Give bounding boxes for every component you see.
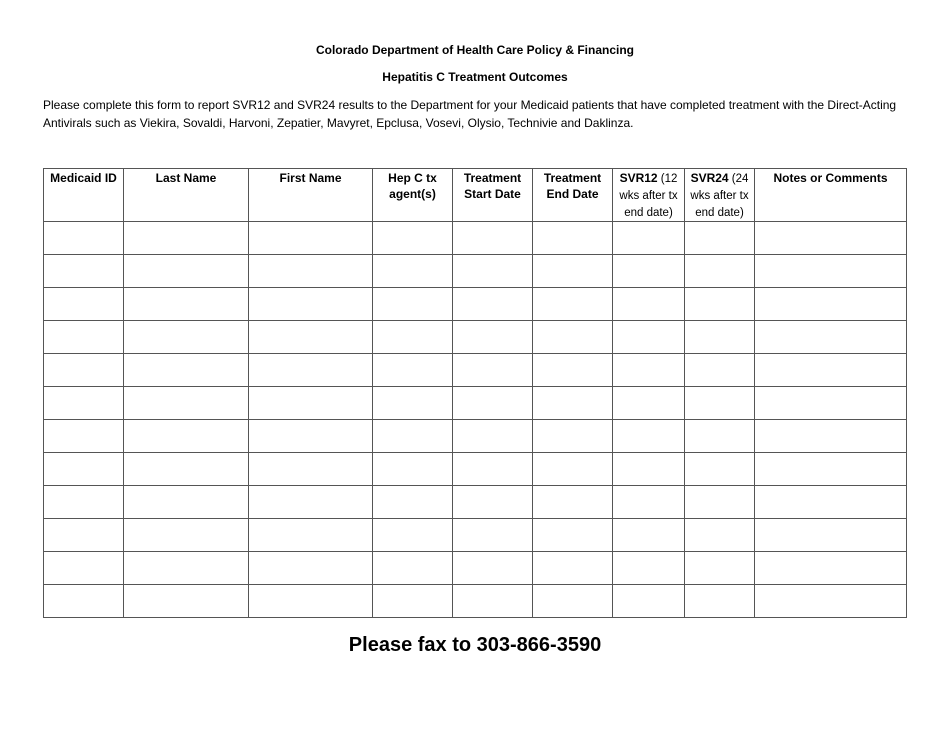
cell-medicaid-id[interactable] (44, 486, 124, 519)
treatment-outcomes-table (43, 168, 907, 618)
cell-notes[interactable] (755, 288, 907, 321)
cell-hep-c-agent[interactable] (373, 585, 453, 618)
cell-svr24[interactable] (685, 321, 755, 354)
cell-medicaid-id[interactable] (44, 552, 124, 585)
cell-end-date[interactable] (533, 321, 613, 354)
cell-start-date[interactable] (453, 255, 533, 288)
cell-svr24[interactable] (685, 519, 755, 552)
cell-svr12[interactable] (613, 255, 685, 288)
cell-hep-c-agent[interactable] (373, 453, 453, 486)
cell-start-date[interactable] (453, 420, 533, 453)
header-svr24-note-line2: wks after tx (690, 190, 749, 202)
header-end-date-line1: Treatment (543, 171, 602, 185)
header-first-name-label: First Name (279, 171, 342, 185)
cell-medicaid-id[interactable] (44, 354, 124, 387)
cell-end-date[interactable] (533, 486, 613, 519)
table-row (44, 519, 907, 552)
cell-svr12[interactable] (613, 486, 685, 519)
cell-svr12[interactable] (613, 519, 685, 552)
cell-svr12[interactable] (613, 321, 685, 354)
cell-first-name[interactable] (249, 552, 373, 585)
cell-hep-c-agent[interactable] (373, 222, 453, 255)
cell-medicaid-id[interactable] (44, 321, 124, 354)
cell-last-name[interactable] (124, 486, 249, 519)
cell-end-date[interactable] (533, 387, 613, 420)
cell-start-date[interactable] (453, 222, 533, 255)
cell-end-date[interactable] (533, 255, 613, 288)
fax-instruction: Please fax to 303-866-3590 (348, 634, 602, 656)
cell-start-date[interactable] (453, 321, 533, 354)
cell-notes[interactable] (755, 486, 907, 519)
cell-last-name[interactable] (124, 222, 249, 255)
header-last-name (124, 169, 249, 222)
header-medicaid-id (44, 169, 124, 222)
cell-hep-c-agent[interactable] (373, 552, 453, 585)
cell-svr12[interactable] (613, 222, 685, 255)
cell-hep-c-agent[interactable] (373, 519, 453, 552)
table-row (44, 288, 907, 321)
header-svr12 (613, 169, 685, 222)
header-svr24 (685, 169, 755, 222)
cell-notes[interactable] (755, 519, 907, 552)
cell-first-name[interactable] (249, 387, 373, 420)
cell-medicaid-id[interactable] (44, 420, 124, 453)
cell-hep-c-agent[interactable] (373, 255, 453, 288)
cell-medicaid-id[interactable] (44, 387, 124, 420)
cell-notes[interactable] (755, 453, 907, 486)
cell-svr24[interactable] (685, 585, 755, 618)
table-header-row (44, 169, 907, 222)
cell-start-date[interactable] (453, 585, 533, 618)
cell-first-name[interactable] (249, 453, 373, 486)
cell-svr24[interactable] (685, 354, 755, 387)
cell-medicaid-id[interactable] (44, 222, 124, 255)
cell-last-name[interactable] (124, 552, 249, 585)
cell-last-name[interactable] (124, 255, 249, 288)
cell-svr12[interactable] (613, 552, 685, 585)
header-medicaid-id-label: Medicaid ID (50, 171, 117, 185)
header-notes-label: Notes or Comments (773, 171, 888, 185)
cell-first-name[interactable] (249, 222, 373, 255)
cell-hep-c-agent[interactable] (373, 420, 453, 453)
instructions-text: Please complete this form to report SVR12 and SVR24 results to the Department for your Medicaid patients that have completed treatment with the Direct-Acting Antivirals such as Viekira, Sovaldi, Harvoni, Zepatier, Mavyret, Epclusa, Vosevi, Olysio, Technivie and Daklinza. (43, 98, 897, 130)
cell-last-name[interactable] (124, 453, 249, 486)
cell-hep-c-agent[interactable] (373, 288, 453, 321)
cell-first-name[interactable] (249, 288, 373, 321)
table-row (44, 453, 907, 486)
cell-svr24[interactable] (685, 288, 755, 321)
cell-last-name[interactable] (124, 354, 249, 387)
cell-first-name[interactable] (249, 420, 373, 453)
cell-first-name[interactable] (249, 354, 373, 387)
header-svr24-note-line1: (24 (728, 173, 749, 185)
cell-last-name[interactable] (124, 519, 249, 552)
cell-medicaid-id[interactable] (44, 585, 124, 618)
cell-svr24[interactable] (685, 222, 755, 255)
cell-start-date[interactable] (453, 453, 533, 486)
cell-svr12[interactable] (613, 453, 685, 486)
cell-notes[interactable] (755, 222, 907, 255)
cell-hep-c-agent[interactable] (373, 354, 453, 387)
cell-last-name[interactable] (124, 321, 249, 354)
cell-end-date[interactable] (533, 288, 613, 321)
cell-end-date[interactable] (533, 453, 613, 486)
header-svr12-note-line2: wks after tx (619, 190, 678, 202)
header-hep-c-agent (373, 169, 453, 222)
organization-title: Colorado Department of Health Care Policy & Financing (315, 43, 635, 57)
header-end-date (533, 169, 613, 222)
cell-svr12[interactable] (613, 288, 685, 321)
cell-svr12[interactable] (613, 585, 685, 618)
cell-notes[interactable] (755, 321, 907, 354)
cell-end-date[interactable] (533, 585, 613, 618)
cell-svr24[interactable] (685, 420, 755, 453)
cell-first-name[interactable] (249, 519, 373, 552)
cell-medicaid-id[interactable] (44, 255, 124, 288)
cell-start-date[interactable] (453, 552, 533, 585)
cell-end-date[interactable] (533, 420, 613, 453)
cell-svr24[interactable] (685, 552, 755, 585)
cell-svr24[interactable] (685, 387, 755, 420)
header-svr12-note-line3: end date) (624, 207, 673, 219)
header-hep-c-agent-line2: agent(s) (389, 187, 436, 201)
cell-last-name[interactable] (124, 585, 249, 618)
cell-first-name[interactable] (249, 585, 373, 618)
cell-last-name[interactable] (124, 420, 249, 453)
cell-end-date[interactable] (533, 222, 613, 255)
table-row (44, 486, 907, 519)
cell-medicaid-id[interactable] (44, 288, 124, 321)
cell-first-name[interactable] (249, 321, 373, 354)
header-svr12-label: SVR12 (619, 171, 658, 185)
cell-end-date[interactable] (533, 519, 613, 552)
cell-svr12[interactable] (613, 354, 685, 387)
header-start-date-line1: Treatment (463, 171, 522, 185)
cell-first-name[interactable] (249, 255, 373, 288)
header-first-name (249, 169, 373, 222)
table-row (44, 321, 907, 354)
table-row (44, 420, 907, 453)
header-svr12-note-line1: (12 (657, 173, 678, 185)
header-hep-c-agent-line1: Hep C tx (388, 171, 437, 185)
header-svr24-label: SVR24 (690, 171, 729, 185)
cell-end-date[interactable] (533, 354, 613, 387)
table-row (44, 552, 907, 585)
table-body (44, 222, 907, 618)
cell-notes[interactable] (755, 255, 907, 288)
cell-start-date[interactable] (453, 354, 533, 387)
header-start-date (453, 169, 533, 222)
cell-start-date[interactable] (453, 519, 533, 552)
cell-notes[interactable] (755, 354, 907, 387)
table-row (44, 255, 907, 288)
table-row (44, 222, 907, 255)
cell-end-date[interactable] (533, 552, 613, 585)
cell-hep-c-agent[interactable] (373, 321, 453, 354)
cell-last-name[interactable] (124, 288, 249, 321)
cell-start-date[interactable] (453, 486, 533, 519)
cell-svr12[interactable] (613, 387, 685, 420)
table-row (44, 387, 907, 420)
cell-first-name[interactable] (249, 486, 373, 519)
cell-svr12[interactable] (613, 420, 685, 453)
cell-hep-c-agent[interactable] (373, 486, 453, 519)
table-row (44, 354, 907, 387)
header-svr24-note-line3: end date) (695, 207, 744, 219)
cell-notes[interactable] (755, 387, 907, 420)
cell-start-date[interactable] (453, 288, 533, 321)
form-title: Hepatitis C Treatment Outcomes (382, 70, 568, 84)
header-start-date-line2: Start Date (464, 187, 521, 201)
cell-svr24[interactable] (685, 255, 755, 288)
header-last-name-label: Last Name (155, 171, 217, 185)
cell-notes[interactable] (755, 585, 907, 618)
cell-hep-c-agent[interactable] (373, 387, 453, 420)
table-row (44, 585, 907, 618)
header-notes (755, 169, 907, 222)
cell-last-name[interactable] (124, 387, 249, 420)
cell-svr24[interactable] (685, 453, 755, 486)
cell-notes[interactable] (755, 420, 907, 453)
header-end-date-line2: End Date (546, 187, 599, 201)
cell-svr24[interactable] (685, 486, 755, 519)
cell-notes[interactable] (755, 552, 907, 585)
cell-medicaid-id[interactable] (44, 453, 124, 486)
cell-medicaid-id[interactable] (44, 519, 124, 552)
cell-start-date[interactable] (453, 387, 533, 420)
